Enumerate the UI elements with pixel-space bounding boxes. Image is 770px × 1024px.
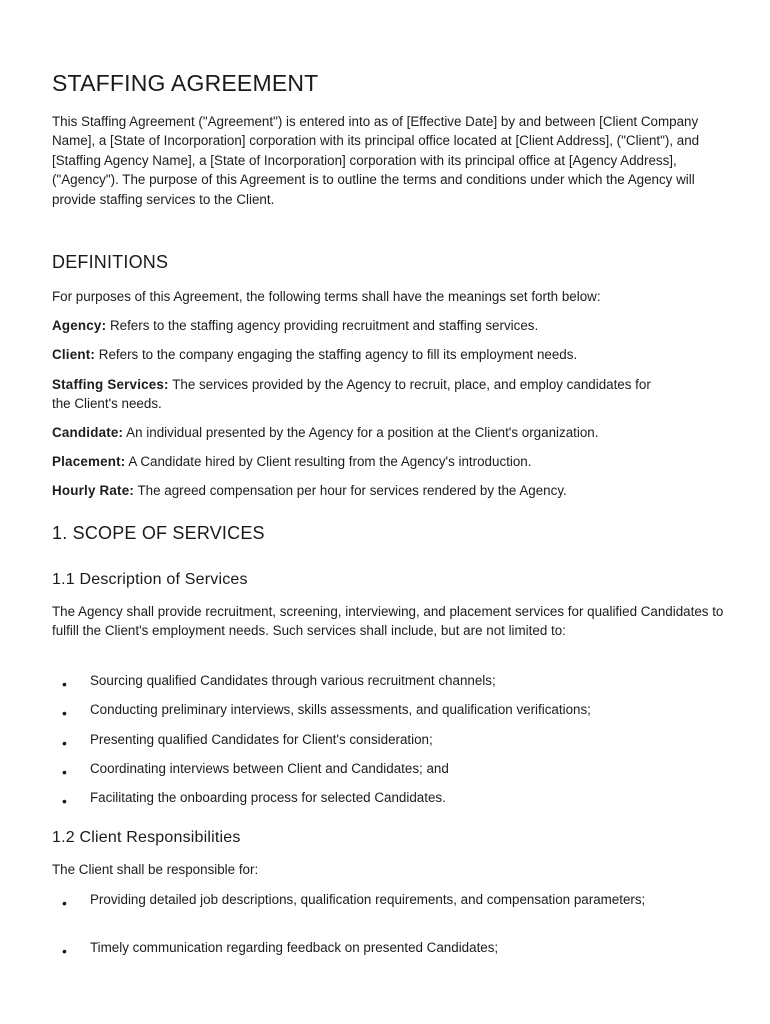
list-item-text: Providing detailed job descriptions, qualification requirements, and compensation parameters; xyxy=(90,892,646,907)
definition-text: A Candidate hired by Client resulting from the Agency's introduction. xyxy=(125,454,532,469)
client-responsibilities-heading: 1.2 Client Responsibilities xyxy=(52,829,241,846)
list-item-text: Timely communication regarding feedback on presented Candidates; xyxy=(90,940,499,955)
list-item xyxy=(52,938,724,957)
definition-text: Refers to the company engaging the staffing agency to fill its employment needs. xyxy=(95,347,578,362)
definition-term: Agency: xyxy=(52,318,107,333)
definition-term: Staffing Services: xyxy=(52,377,169,392)
definition-term: Hourly Rate: xyxy=(52,483,135,498)
list-item-text: Coordinating interviews between Client and Candidates; and xyxy=(90,761,449,776)
list-item-text: Conducting preliminary interviews, skills assessments, and qualification verifications; xyxy=(90,702,591,717)
definition-text: Refers to the staffing agency providing recruitment and staffing services. xyxy=(106,318,539,333)
list-item xyxy=(52,700,724,719)
description-of-services-lead: The Agency shall provide recruitment, screening, interviewing, and placement services for qualified Candidates to fulfill the Client's employment needs. Such services shall include, but are not limited to: xyxy=(52,604,724,639)
bullet-icon: • xyxy=(62,735,67,751)
definition-term: Candidate: xyxy=(52,425,124,440)
definitions-lead: For purposes of this Agreement, the following terms shall have the meanings set forth below: xyxy=(52,289,601,304)
intro-paragraph: This Staffing Agreement ("Agreement") is entered into as of [Effective Date] by and between [Client Company Name], a [State of Incorporation] corporation with its principal office located at [Client Address], ("Client"), and [Staffing Agency Name], a [State of Incorporation] corporation with its principal office at [Agency Address], ("Agency"). The purpose of this Agreement is to outline the terms and conditions under which the Agency will provide staffing services to the Client. xyxy=(52,114,700,207)
list-item-text: Presenting qualified Candidates for Client's consideration; xyxy=(90,732,433,747)
list-item xyxy=(52,890,724,909)
definition-hourly-rate xyxy=(52,481,724,500)
bullet-icon: • xyxy=(62,764,67,780)
bullet-icon: • xyxy=(62,793,67,809)
list-item-text: Sourcing qualified Candidates through various recruitment channels; xyxy=(90,673,496,688)
list-item xyxy=(52,671,724,690)
definition-text: An individual presented by the Agency for a position at the Client's organization. xyxy=(123,425,599,440)
bullet-icon: • xyxy=(62,943,67,959)
definition-text: The agreed compensation per hour for services rendered by the Agency. xyxy=(134,483,567,498)
client-responsibilities-lead: The Client shall be responsible for: xyxy=(52,862,259,877)
list-item xyxy=(52,788,724,807)
list-item xyxy=(52,759,724,778)
bullet-icon: • xyxy=(62,705,67,721)
scope-heading: 1. SCOPE OF SERVICES xyxy=(52,523,265,543)
definition-text: The services provided by the Agency to recruit, place, and employ candidates for the Client's needs. xyxy=(52,377,651,412)
definitions-heading: DEFINITIONS xyxy=(52,252,169,272)
bullet-icon: • xyxy=(62,676,67,692)
list-item-text: Facilitating the onboarding process for selected Candidates. xyxy=(90,790,446,805)
list-item xyxy=(52,730,724,749)
definition-term: Placement: xyxy=(52,454,126,469)
description-of-services-heading: 1.1 Description of Services xyxy=(52,571,248,588)
definition-placement xyxy=(52,452,724,471)
definition-client xyxy=(52,345,724,364)
bullet-icon: • xyxy=(62,895,67,911)
document-title: STAFFING AGREEMENT xyxy=(52,70,319,96)
definition-term: Client: xyxy=(52,347,96,362)
definition-candidate xyxy=(52,423,724,442)
definition-agency xyxy=(52,316,724,335)
definition-staffing-services xyxy=(52,375,652,414)
